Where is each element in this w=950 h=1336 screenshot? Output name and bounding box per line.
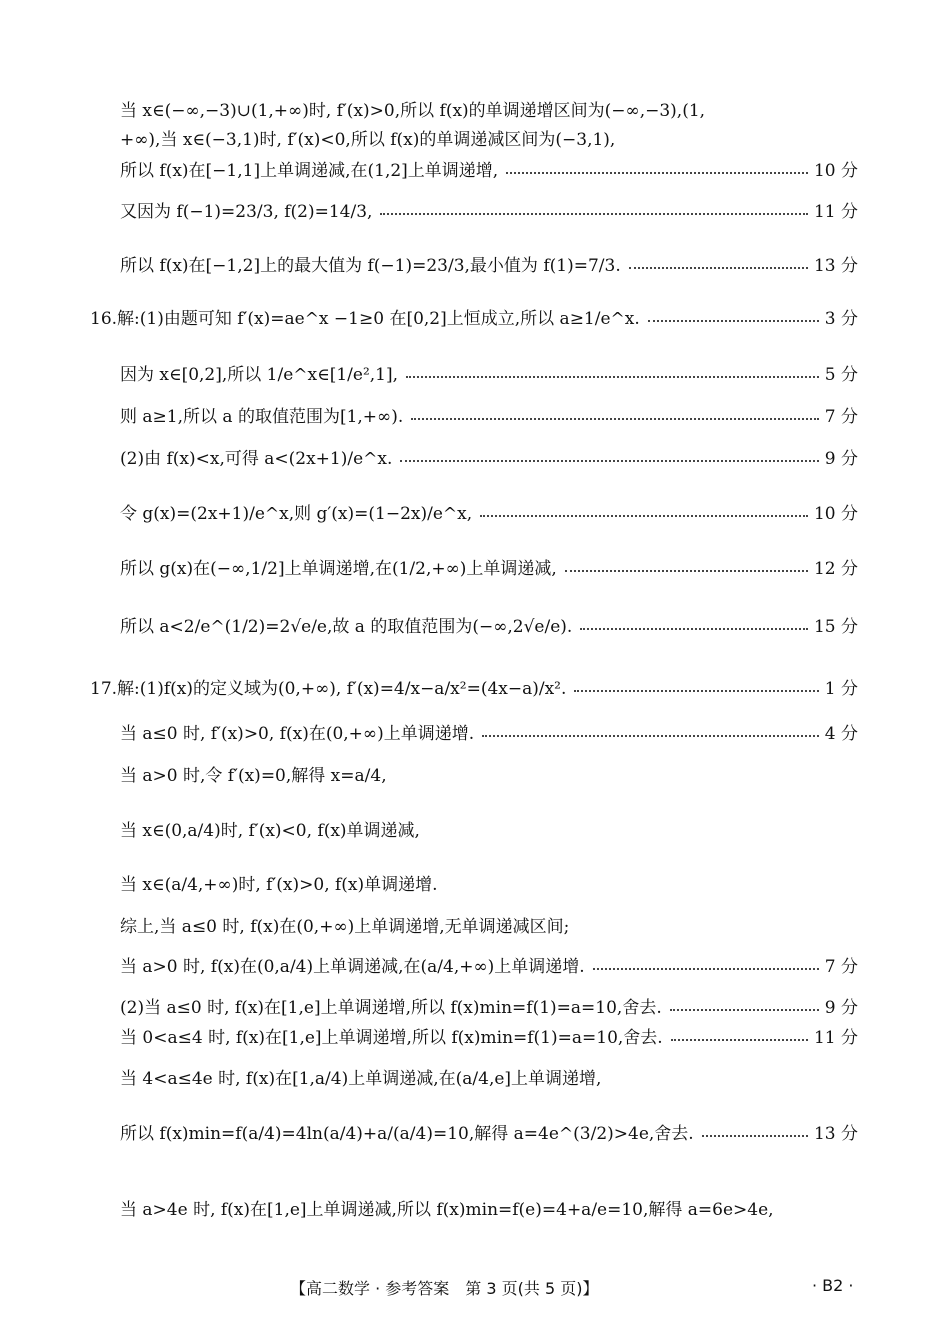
page-footer [0, 1276, 950, 1298]
dot-leader [565, 570, 808, 572]
score-label: 13 分 [813, 256, 858, 276]
dot-leader [482, 735, 819, 737]
text-line [90, 680, 858, 699]
line-text: 又因为 f(−1)=23/3, f(2)=14/3, [120, 202, 373, 222]
score-label: 3 分 [824, 309, 858, 329]
footer-code: · B2 · [812, 1276, 854, 1295]
score-label: 13 分 [813, 1124, 858, 1144]
score-label: 5 分 [824, 365, 858, 385]
text-line [120, 257, 858, 276]
text-line [120, 1125, 858, 1144]
line-text: (2)由 f(x)<x,可得 a<(2x+1)/e^x. [120, 449, 393, 469]
text-line [120, 767, 858, 786]
line-text: 则 a≥1,所以 a 的取值范围为[1,+∞). [120, 407, 404, 427]
dot-leader [670, 1009, 819, 1011]
line-text: 当 a≤0 时, f′(x)>0, f(x)在(0,+∞)上单调递增. [120, 724, 475, 744]
score-label: 12 分 [813, 559, 858, 579]
dot-leader [406, 376, 819, 378]
dot-leader [580, 628, 808, 630]
score-label: 1 分 [824, 679, 858, 699]
text-line [120, 618, 858, 637]
dot-leader [411, 418, 819, 420]
footer-title: 【高二数学 · 参考答案 第 3 页(共 5 页)】 [290, 1279, 599, 1298]
line-text: 当 x∈(0,a/4)时, f′(x)<0, f(x)单调递减, [120, 821, 420, 841]
score-label: 15 分 [813, 617, 858, 637]
dot-leader [480, 515, 808, 517]
text-line [120, 203, 858, 222]
line-text: +∞),当 x∈(−3,1)时, f′(x)<0,所以 f(x)的单调递减区间为(−3,1), [120, 130, 616, 150]
text-line [120, 725, 858, 744]
text-line [120, 162, 858, 181]
line-text: 当 0<a≤4 时, f(x)在[1,e]上单调递增,所以 f(x)min=f(1)=a=10,舍去. [120, 1028, 663, 1048]
line-text: 16.解:(1)由题可知 f′(x)=ae^x −1≥0 在[0,2]上恒成立,所以 a≥1/e^x. [90, 309, 640, 329]
line-text: 所以 f(x)在[−1,1]上单调递减,在(1,2]上单调递增, [120, 161, 499, 181]
line-text: 当 a>0 时,令 f′(x)=0,解得 x=a/4, [120, 766, 387, 786]
text-line [120, 408, 858, 427]
text-line [120, 1201, 858, 1220]
dot-leader [506, 172, 808, 174]
line-text: 当 4<a≤4e 时, f(x)在[1,a/4)上单调递减,在(a/4,e]上单调递增, [120, 1069, 602, 1089]
text-line [120, 505, 858, 524]
line-text: 当 a>4e 时, f(x)在[1,e]上单调递减,所以 f(x)min=f(e)=4+a/e=10,解得 a=6e>4e, [120, 1200, 774, 1220]
dot-leader [380, 213, 808, 215]
line-text: 综上,当 a≤0 时, f(x)在(0,+∞)上单调递增,无单调递减区间; [120, 917, 570, 937]
dot-leader [593, 968, 819, 970]
score-label: 11 分 [813, 202, 858, 222]
line-text: 17.解:(1)f(x)的定义域为(0,+∞), f′(x)=4/x−a/x²=(4x−a)/x². [90, 679, 567, 699]
text-line [120, 560, 858, 579]
text-line [120, 366, 858, 385]
dot-leader [400, 460, 818, 462]
text-line [120, 1070, 858, 1089]
line-text: 所以 f(x)在[−1,2]上的最大值为 f(−1)=23/3,最小值为 f(1)=7/3. [120, 256, 621, 276]
text-line [120, 131, 858, 150]
text-line [90, 310, 858, 329]
line-text: 因为 x∈[0,2],所以 1/e^x∈[1/e²,1], [120, 365, 399, 385]
dot-leader [671, 1039, 808, 1041]
score-label: 7 分 [824, 407, 858, 427]
text-line [120, 822, 858, 841]
score-label: 10 分 [813, 161, 858, 181]
text-line [120, 102, 858, 121]
text-line [120, 876, 858, 895]
line-text: (2)当 a≤0 时, f(x)在[1,e]上单调递增,所以 f(x)min=f(1)=a=10,舍去. [120, 998, 662, 1018]
score-label: 9 分 [824, 449, 858, 469]
text-line [120, 918, 858, 937]
text-line [120, 450, 858, 469]
line-text: 当 x∈(a/4,+∞)时, f′(x)>0, f(x)单调递增. [120, 875, 438, 895]
line-text: 所以 g(x)在(−∞,1/2]上单调递增,在(1/2,+∞)上单调递减, [120, 559, 557, 579]
line-text: 当 a>0 时, f(x)在(0,a/4)上单调递减,在(a/4,+∞)上单调递增. [120, 957, 585, 977]
text-line [120, 958, 858, 977]
dot-leader [648, 320, 819, 322]
text-line [120, 999, 858, 1018]
dot-leader [702, 1135, 808, 1137]
text-line [120, 1029, 858, 1048]
line-text: 所以 f(x)min=f(a/4)=4ln(a/4)+a/(a/4)=10,解得 a=4e^(3/2)>4e,舍去. [120, 1124, 694, 1144]
score-label: 4 分 [824, 724, 858, 744]
line-text: 所以 a<2/e^(1/2)=2√e/e,故 a 的取值范围为(−∞,2√e/e). [120, 617, 573, 637]
line-text: 当 x∈(−∞,−3)∪(1,+∞)时, f′(x)>0,所以 f(x)的单调递增区间为(−∞,−3),(1, [120, 101, 706, 121]
score-label: 9 分 [824, 998, 858, 1018]
score-label: 11 分 [813, 1028, 858, 1048]
score-label: 10 分 [813, 504, 858, 524]
score-label: 7 分 [824, 957, 858, 977]
dot-leader [629, 267, 808, 269]
line-text: 令 g(x)=(2x+1)/e^x,则 g′(x)=(1−2x)/e^x, [120, 504, 473, 524]
dot-leader [574, 690, 818, 692]
